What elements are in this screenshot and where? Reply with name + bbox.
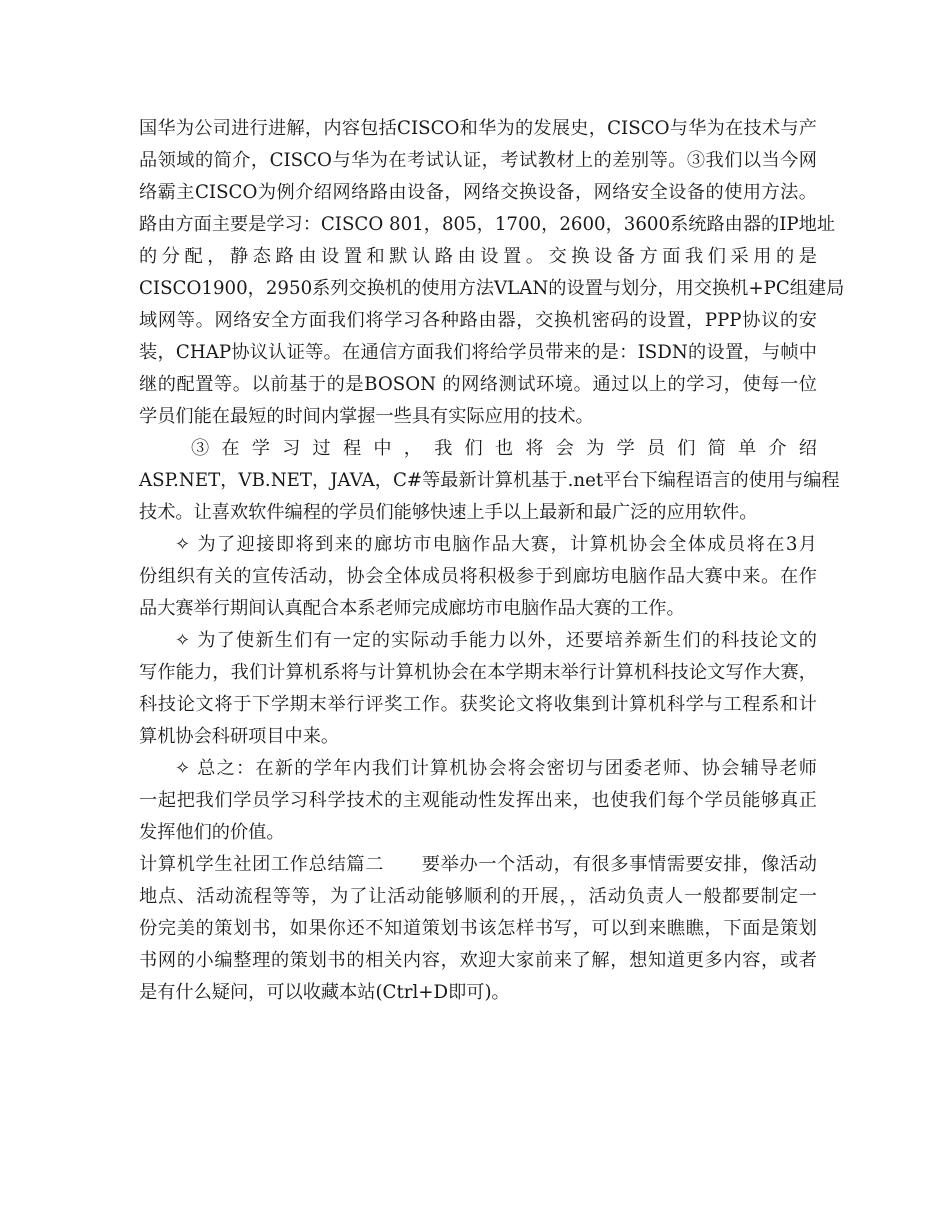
text-line: 发挥他们的价值。 [139,822,285,843]
text-line: 品大赛举行期间认真配合本系老师完成廊坊市电脑作品大赛的工作。 [139,598,685,619]
text-line: 国华为公司进行进解，内容包括CISCO和华为的发展史，CISCO与华为在技术与产 [139,118,817,139]
text-line: 络霸主CISCO为例介绍网络路由设备，网络交换设备，网络安全设备的使用方法。 [139,182,817,203]
document-body [139,113,845,1009]
text-line: 写作能力，我们计算机系将与计算机协会在本学期末举行计算机科技论文写作大赛， [139,662,817,683]
text-line: 一起把我们学员学习科学技术的主观能动性发挥出来，也使我们每个学员能够真正 [139,790,817,811]
text-line: 是有什么疑问，可以收藏本站(Ctrl+D即可)。 [139,982,510,1003]
text-line: 路由方面主要是学习：CISCO 801，805，1700，2600，3600系统路由器的IP地址 [139,214,836,235]
text-line: 书网的小编整理的策划书的相关内容，欢迎大家前来了解，想知道更多内容，或者 [139,950,817,971]
text-line: ③ 在 学 习 过 程 中 ， 我 们 也 将 会 为 学 员 们 简 单 介 绍 [191,438,817,459]
bullet-line: ✧ 为了迎接即将到来的廊坊市电脑作品大赛，计算机协会全体成员将在3月 [175,534,817,555]
text-line: 份完美的策划书，如果你还不知道策划书该怎样书写，可以到来瞧瞧，下面是策划 [139,918,817,939]
text-line: 份组织有关的宣传活动，协会全体成员将积极参于到廊坊电脑作品大赛中来。在作 [139,566,817,587]
text-line: 算机协会科研项目中来。 [139,726,340,747]
text-line: ASP.NET，VB.NET，JAVA，C#等最新计算机基于.net平台下编程语言的使用与编程 [139,470,840,491]
text-line: 域网等。网络安全方面我们将学习各种路由器，交换机密码的设置，PPP协议的安 [139,310,817,331]
text-line: 科技论文将于下学期末举行评奖工作。获奖论文将收集到计算机科学与工程系和计 [139,694,817,715]
bullet-line: ✧ 为了使新生们有一定的实际动手能力以外，还要培养新生们的科技论文的 [175,630,817,651]
bullet-line: ✧ 总之：在新的学年内我们计算机协会将会密切与团委老师、协会辅导老师 [175,758,817,779]
text-line: 地点、活动流程等等，为了让活动能够顺利的开展，，活动负责人一般都要制定一 [139,886,817,907]
text-line: 的分配，静态路由设置和默认路由设置。交换设备方面我们采用的是 [139,246,817,267]
section-heading-line: 计算机学生社团工作总结篇二 要举办一个活动，有很多事情需要安排，像活动 [139,854,817,875]
text-line: CISCO1900，2950系列交换机的使用方法VLAN的设置与划分，用交换机+PC组建局 [139,278,845,299]
text-line: 继的配置等。以前基于的是BOSON 的网络测试环境。通过以上的学习，使每一位 [139,374,817,395]
text-line: 技术。让喜欢软件编程的学员们能够快速上手以上最新和最广泛的应用软件。 [139,502,758,523]
text-line: 装，CHAP协议认证等。在通信方面我们将给学员带来的是：ISDN的设置，与帧中 [139,342,817,363]
text-line: 学员们能在最短的时间内掌握一些具有实际应用的技术。 [139,406,594,427]
text-line: 品领域的简介，CISCO与华为在考试认证，考试教材上的差别等。③我们以当今网 [139,150,817,171]
